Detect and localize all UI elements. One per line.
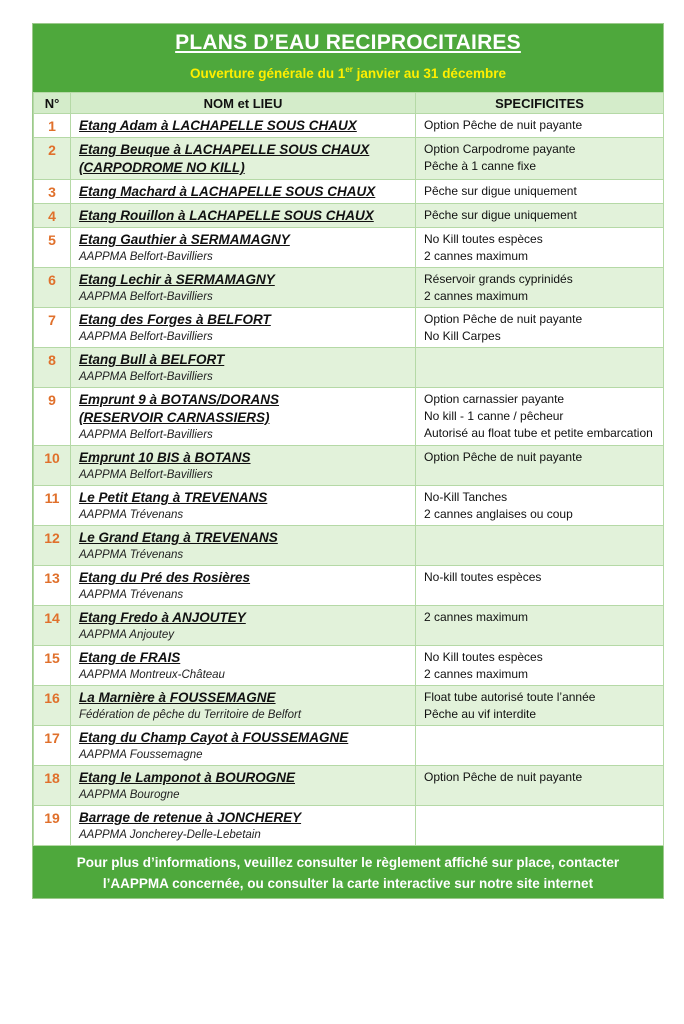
- water-name: Emprunt 10 BIS à BOTANS: [79, 450, 251, 465]
- water-name: Etang le Lamponot à BOUROGNE: [79, 770, 296, 785]
- water-name: (RESERVOIR CARNASSIERS): [79, 410, 270, 425]
- water-name: Etang Adam à LACHAPELLE SOUS CHAUX: [79, 118, 357, 133]
- row-number: 10: [34, 446, 71, 486]
- subtitle-superscript: er: [345, 65, 353, 74]
- table-row: [34, 204, 664, 228]
- managing-association: AAPPMA Bourogne: [79, 789, 180, 801]
- water-name: Etang Rouillon à LACHAPELLE SOUS CHAUX: [79, 208, 374, 223]
- specific-item: Pêche à 1 canne fixe: [424, 159, 537, 173]
- table-row: [34, 348, 664, 388]
- water-name-cell: [71, 228, 416, 268]
- table-row: [34, 446, 664, 486]
- table-row: [34, 268, 664, 308]
- row-number: 12: [34, 526, 71, 566]
- row-number: 14: [34, 606, 71, 646]
- water-name: Etang de FRAIS: [79, 650, 181, 665]
- subtitle-text-start: Ouverture générale du 1: [190, 66, 346, 81]
- water-name-cell: [71, 180, 416, 204]
- water-name: Etang Bull à BELFORT: [79, 352, 225, 367]
- specific-item: Option Pêche de nuit payante: [424, 118, 583, 132]
- specifics-cell: [416, 388, 664, 446]
- water-name-cell: [71, 646, 416, 686]
- table-row: [34, 606, 664, 646]
- subtitle-text-end: janvier au 31 décembre: [352, 66, 506, 81]
- water-name-cell: [71, 388, 416, 446]
- specifics-cell: [416, 646, 664, 686]
- specifics-cell: [416, 766, 664, 806]
- specific-item: Pêche au vif interdite: [424, 707, 537, 721]
- water-name: Etang des Forges à BELFORT: [79, 312, 271, 327]
- managing-association: AAPPMA Belfort-Bavilliers: [79, 251, 213, 263]
- water-name: Etang du Champ Cayot à FOUSSEMAGNE: [79, 730, 349, 745]
- specifics-cell: [416, 114, 664, 138]
- specific-item: No kill - 1 canne / pêcheur: [424, 409, 564, 423]
- specific-item: No Kill toutes espèces: [424, 232, 543, 246]
- water-name-cell: [71, 348, 416, 388]
- page-subtitle: [33, 62, 663, 82]
- table-row: [34, 114, 664, 138]
- specific-item: Option carnassier payante: [424, 392, 565, 406]
- water-name: Etang Machard à LACHAPELLE SOUS CHAUX: [79, 184, 376, 199]
- water-name-cell: [71, 446, 416, 486]
- specifics-cell: [416, 180, 664, 204]
- water-name: Etang Fredo à ANJOUTEY: [79, 610, 246, 625]
- water-name: Le Grand Etang à TREVENANS: [79, 530, 278, 545]
- water-name-cell: [71, 606, 416, 646]
- specific-item: 2 cannes maximum: [424, 610, 529, 624]
- water-name: Etang du Pré des Rosières: [79, 570, 251, 585]
- managing-association: AAPPMA Anjoutey: [79, 629, 175, 641]
- managing-association: AAPPMA Trévenans: [79, 509, 184, 521]
- specific-item: Option Pêche de nuit payante: [424, 450, 583, 464]
- row-number: 7: [34, 308, 71, 348]
- water-name-cell: [71, 766, 416, 806]
- specific-item: No Kill toutes espèces: [424, 650, 543, 664]
- water-name-cell: [71, 726, 416, 766]
- specific-item: Option Carpodrome payante: [424, 142, 576, 156]
- specifics-cell: [416, 138, 664, 180]
- water-name-cell: [71, 486, 416, 526]
- water-name-cell: [71, 526, 416, 566]
- row-number: 8: [34, 348, 71, 388]
- specifics-cell: [416, 268, 664, 308]
- specific-item: Pêche sur digue uniquement: [424, 184, 577, 198]
- managing-association: AAPPMA Foussemagne: [79, 749, 203, 761]
- specifics-cell: [416, 806, 664, 846]
- water-name-cell: [71, 268, 416, 308]
- table-row: [34, 806, 664, 846]
- page-title: PLANS D’EAU RECIPROCITAIRES: [175, 31, 521, 54]
- table-row: [34, 646, 664, 686]
- specific-item: Option Pêche de nuit payante: [424, 312, 583, 326]
- row-number: 19: [34, 806, 71, 846]
- water-name-cell: [71, 114, 416, 138]
- managing-association: Fédération de pêche du Territoire de Belfort: [79, 709, 302, 721]
- specifics-cell: [416, 308, 664, 348]
- specifics-cell: [416, 486, 664, 526]
- water-name-cell: [71, 138, 416, 180]
- specifics-cell: [416, 686, 664, 726]
- specific-item: Pêche sur digue uniquement: [424, 208, 577, 222]
- water-name: La Marnière à FOUSSEMAGNE: [79, 690, 276, 705]
- row-number: 11: [34, 486, 71, 526]
- row-number: 17: [34, 726, 71, 766]
- specific-item: No-kill toutes espèces: [424, 570, 542, 584]
- row-number: 2: [34, 138, 71, 180]
- column-header-spec: SPECIFICITES: [416, 93, 664, 114]
- water-name-cell: [71, 566, 416, 606]
- water-name-cell: [71, 308, 416, 348]
- water-name-cell: [71, 806, 416, 846]
- table-row: [34, 726, 664, 766]
- table-row: [34, 526, 664, 566]
- specific-item: Float tube autorisé toute l’année: [424, 690, 596, 704]
- managing-association: AAPPMA Belfort-Bavilliers: [79, 291, 213, 303]
- table-row: [34, 138, 664, 180]
- specific-item: 2 cannes maximum: [424, 249, 529, 263]
- specifics-cell: [416, 606, 664, 646]
- specific-item: No-Kill Tanches: [424, 490, 508, 504]
- specifics-cell: [416, 446, 664, 486]
- table-row: [34, 766, 664, 806]
- row-number: 1: [34, 114, 71, 138]
- specifics-cell: [416, 348, 664, 388]
- managing-association: AAPPMA Montreux-Château: [79, 669, 225, 681]
- column-header-name: NOM et LIEU: [71, 93, 416, 114]
- table-row: [34, 686, 664, 726]
- specific-item: Option Pêche de nuit payante: [424, 770, 583, 784]
- water-name: Emprunt 9 à BOTANS/DORANS: [79, 392, 280, 407]
- row-number: 16: [34, 686, 71, 726]
- water-name: Etang Beuque à LACHAPELLE SOUS CHAUX: [79, 142, 370, 157]
- row-number: 13: [34, 566, 71, 606]
- water-name: Etang Gauthier à SERMAMAGNY: [79, 232, 290, 247]
- row-number: 6: [34, 268, 71, 308]
- table-row: [34, 308, 664, 348]
- specifics-cell: [416, 726, 664, 766]
- specifics-cell: [416, 204, 664, 228]
- managing-association: AAPPMA Belfort-Bavilliers: [79, 331, 213, 343]
- waters-table: [33, 92, 664, 846]
- row-number: 5: [34, 228, 71, 268]
- managing-association: AAPPMA Trévenans: [79, 549, 184, 561]
- specific-item: 2 cannes anglaises ou coup: [424, 507, 573, 521]
- managing-association: AAPPMA Belfort-Bavilliers: [79, 371, 213, 383]
- water-name: (CARPODROME NO KILL): [79, 160, 245, 175]
- specific-item: No Kill Carpes: [424, 329, 501, 343]
- specific-item: 2 cannes maximum: [424, 667, 529, 681]
- water-name-cell: [71, 204, 416, 228]
- table-row: [34, 180, 664, 204]
- row-number: 15: [34, 646, 71, 686]
- table-row: [34, 228, 664, 268]
- specifics-cell: [416, 526, 664, 566]
- water-name: Le Petit Etang à TREVENANS: [79, 490, 268, 505]
- row-number: 9: [34, 388, 71, 446]
- table-row: [34, 388, 664, 446]
- specific-item: Autorisé au float tube et petite embarcation: [424, 426, 653, 440]
- specific-item: 2 cannes maximum: [424, 289, 529, 303]
- water-name: Etang Lechir à SERMAMAGNY: [79, 272, 275, 287]
- managing-association: AAPPMA Belfort-Bavilliers: [79, 429, 213, 441]
- footer-note: Pour plus d’informations, veuillez consulter le règlement affiché sur place, contacter l’AAPPMA concernée, ou consulter la carte interactive sur notre site internet: [33, 846, 663, 898]
- table-header-row: [34, 93, 664, 114]
- row-number: 3: [34, 180, 71, 204]
- specific-item: Réservoir grands cyprinidés: [424, 272, 573, 286]
- managing-association: AAPPMA Belfort-Bavilliers: [79, 469, 213, 481]
- managing-association: AAPPMA Trévenans: [79, 589, 184, 601]
- row-number: 4: [34, 204, 71, 228]
- water-name-cell: [71, 686, 416, 726]
- table-row: [34, 566, 664, 606]
- fishing-waters-sheet: [32, 23, 664, 899]
- row-number: 18: [34, 766, 71, 806]
- specifics-cell: [416, 566, 664, 606]
- table-row: [34, 486, 664, 526]
- water-name: Barrage de retenue à JONCHEREY: [79, 810, 302, 825]
- sheet-header: [33, 24, 663, 92]
- managing-association: AAPPMA Joncherey-Delle-Lebetain: [79, 829, 261, 841]
- column-header-num: N°: [34, 93, 71, 114]
- specifics-cell: [416, 228, 664, 268]
